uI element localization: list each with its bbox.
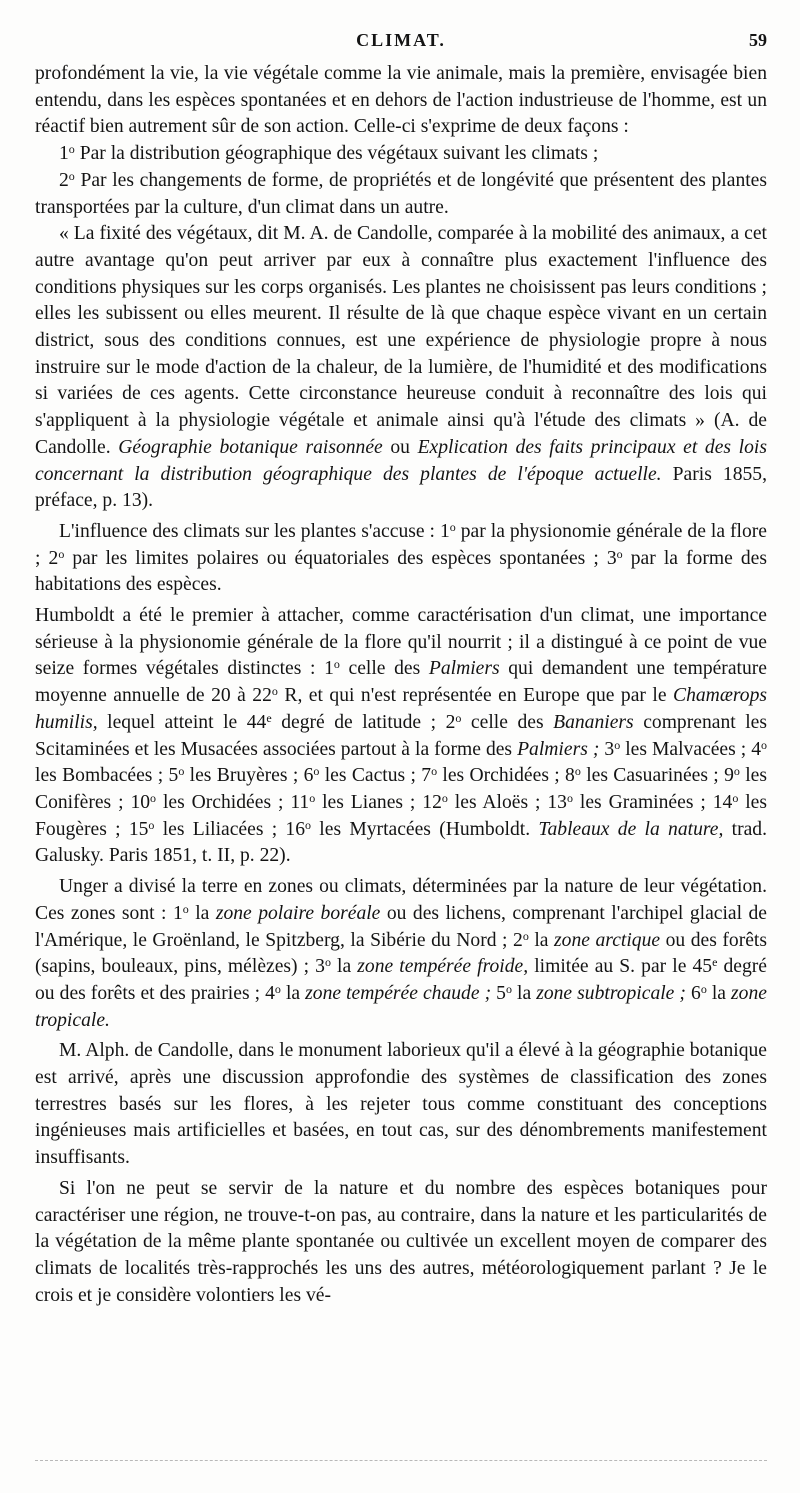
text-run: la	[330, 956, 358, 978]
text-run: ou des forêts (sapins, bouleaux, pins, mélèzes) ; 3	[35, 929, 768, 978]
text-run: R, et qui n'est représentée en Europe que par le	[277, 685, 673, 707]
text-run: celle des	[339, 658, 429, 680]
text-run: Par les changements de forme, de propriétés et de longévité que présentent des plantes transportées par la culture, d'un climat dans un autre.	[35, 169, 767, 218]
superscript: o	[305, 817, 312, 832]
paragraph	[35, 61, 767, 141]
italic-text: Géographie botanique raisonnée	[118, 436, 383, 458]
text-run: 1	[59, 143, 69, 165]
italic-text: Bananiers	[553, 711, 634, 733]
text-run: les Cactus ; 7	[319, 765, 432, 787]
superscript: o	[333, 657, 340, 672]
superscript: o	[68, 142, 75, 157]
text-run: degré de latitude ; 2	[271, 711, 456, 733]
italic-text: zone polaire boréale	[215, 902, 381, 924]
superscript: o	[68, 168, 75, 183]
text-run: lequel atteint le 44	[97, 711, 267, 733]
text-run: Humboldt a été le premier à attacher, comme caractérisation d'un climat, une importance sérieuse à la physionomie générale de la flore qu'il nourrit ; il a distingué à ce point de vue seize formes végétales distinctes : 1	[35, 605, 767, 680]
text-run: la	[706, 982, 732, 1004]
text-run: limitée au S. par le 45	[528, 956, 713, 978]
text-run: 3	[599, 738, 615, 760]
text-run: qui demandent une température moyenne annuelle de 20 à 22	[35, 658, 767, 707]
text-run: les Myrtacées (Humboldt.	[311, 818, 539, 840]
superscript: o	[150, 790, 157, 805]
text-run: 6	[685, 982, 701, 1004]
text-run: les Conifères ; 10	[35, 765, 767, 813]
superscript: o	[309, 790, 316, 805]
superscript: o	[700, 981, 707, 996]
text-run: les Liliacées ; 16	[154, 818, 306, 840]
paragraph	[35, 1038, 767, 1172]
italic-text: zone tropicale.	[35, 982, 767, 1031]
superscript: e	[712, 955, 718, 970]
text-run: ou	[382, 436, 418, 458]
paragraph	[35, 603, 767, 870]
paragraph	[35, 221, 767, 515]
text-run: celle des	[461, 711, 554, 733]
text-run: les Graminées ; 14	[572, 791, 733, 813]
text-run: Par la distribution géographique des végétaux suivant les climats ;	[74, 143, 599, 165]
paragraph	[35, 874, 767, 1034]
superscript: e	[266, 710, 272, 725]
superscript: o	[274, 981, 281, 996]
text-run: Paris 1855, préface, p. 13).	[35, 463, 767, 512]
text-run: comprenant les Scitaminées et les Musacées associées partout à la forme des	[35, 711, 767, 760]
italic-text: Palmiers ;	[517, 738, 600, 760]
text-run: 5	[491, 982, 506, 1004]
text-run: la	[511, 982, 537, 1004]
text-run: les Casuarinées ; 9	[580, 765, 734, 787]
text-run: « La fixité des végétaux, dit M. A. de Candolle, comparée à la mobilité des animaux, a cet autre avantage qu'on peut arriver par eux à connaître plus exactement l'influence des conditions physiques sur les corps organisés. Les plantes ne choisissent pas leurs conditions ; elles les subissent ou elles meurent. Il résulte de là que chaque espèce vivant en un certain district, sous des conditions connues, est une expérience de physiologie propre à nous instruire sur le mode d'action de la chaleur, de la lumière, de l'humidité et des modifications si variées de ces agents. Cette circonstance heureuse conduit à reconnaître des lois qui s'appliquent à la physiologie végétale et animale ainsi qu'à l'étude des climats » (A. de Candolle.	[35, 223, 767, 458]
text-run: les Bruyères ; 6	[184, 765, 314, 787]
paragraph	[35, 168, 767, 221]
superscript: o	[324, 955, 331, 970]
superscript: o	[271, 684, 278, 699]
text-run: L'influence des climats sur les plantes s'accuse : 1	[59, 520, 450, 542]
text-run: les Fougères ; 15	[35, 791, 767, 840]
superscript: o	[614, 737, 621, 752]
text-run: les Malvacées ; 4	[620, 738, 761, 760]
text-run: par la physionomie générale de la flore ; 2	[35, 520, 767, 569]
superscript: o	[58, 546, 65, 561]
italic-text: Explication des faits principaux et des lois concernant la distribution géographique des plantes de l'époque actuelle.	[35, 436, 767, 485]
italic-text: zone tempérée froide,	[357, 956, 529, 978]
text-run: la	[280, 982, 306, 1004]
text-run: profondément la vie, la vie végétale comme la vie animale, mais la première, envisagée bien entendu, dans les espèces spontanées et en dehors de l'action industrieuse de l'homme, est un réactif bien autrement sûr de son action. Celle-ci s'exprime de deux façons :	[35, 63, 767, 138]
text-run: les Orchidées ; 8	[437, 765, 575, 787]
superscript: o	[178, 764, 185, 779]
text-run: par la forme des habitations des espèces.	[35, 547, 767, 596]
paragraph	[35, 519, 767, 599]
superscript: o	[431, 764, 438, 779]
italic-text: zone arctique	[554, 929, 661, 951]
text-run: les Aloës ; 13	[447, 791, 567, 813]
text-run: Unger a divisé la terre en zones ou climats, déterminées par la nature de leur végétation. Ces zones sont : 1	[35, 876, 767, 924]
superscript: o	[455, 710, 462, 725]
text-run: les Bombacées ; 5	[35, 765, 179, 787]
italic-text: zone subtropicale ;	[536, 982, 686, 1004]
superscript: o	[761, 737, 767, 752]
running-title: CLIMAT.	[356, 30, 446, 50]
superscript: o	[732, 790, 739, 805]
text-run: par les limites polaires ou équatoriales des espèces spontanées ; 3	[64, 547, 617, 569]
italic-text: Chamærops humilis,	[35, 685, 767, 733]
text-run: la	[188, 902, 216, 924]
superscript: o	[566, 790, 573, 805]
text-run: Si l'on ne peut se servir de la nature et du nombre des espèces botaniques pour caractériser une région, ne trouve-t-on pas, au contraire, dans la nature et les particularités de la végétation de la même plante spontanée ou cultivée un excellent moyen de comparer des climats de localités très-rapprochés les uns des autres, météorologiquement parlant ? Je le crois et je considère volontiers les vé-	[35, 1177, 767, 1306]
text-run: M. Alph. de Candolle, dans le monument laborieux qu'il a élevé à la géographie botanique est arrivé, après une discussion approfondie des systèmes de classification des zones terrestres basés sur les flores, à les rejeter tous comme constituant des conceptions ingénieuses mais artificielles et basées, en tout cas, sur des dénombrements manifestement insuffisants.	[35, 1040, 767, 1169]
paragraph	[35, 1176, 767, 1310]
paragraph	[35, 141, 767, 168]
running-head	[35, 30, 767, 56]
body-text	[35, 61, 767, 1309]
text-run: degré ou des forêts et des prairies ; 4	[35, 956, 767, 1004]
text-run: 2	[59, 169, 69, 191]
superscript: o	[505, 981, 512, 996]
superscript: o	[574, 764, 581, 779]
italic-text: Palmiers	[428, 658, 500, 680]
superscript: o	[441, 790, 448, 805]
superscript: o	[449, 519, 456, 534]
text-run: ou des lichens, comprenant l'archipel glacial de l'Amérique, le Groënland, le Spitzberg, la Sibérie du Nord ; 2	[35, 902, 767, 951]
text-run: les Lianes ; 12	[315, 791, 442, 813]
superscript: o	[733, 764, 740, 779]
footer-rule	[35, 1460, 767, 1461]
superscript: o	[616, 546, 623, 561]
text-run: les Orchidées ; 11	[156, 791, 310, 813]
italic-text: zone tempérée chaude ;	[305, 982, 492, 1004]
page-number: 59	[749, 30, 767, 50]
italic-text: Tableaux de la nature,	[538, 818, 724, 840]
text-run: trad. Galusky. Paris 1851, t. II, p. 22).	[35, 818, 768, 867]
superscript: o	[148, 817, 155, 832]
superscript: o	[522, 928, 529, 943]
superscript: o	[182, 901, 189, 916]
text-run: la	[528, 929, 555, 951]
superscript: o	[313, 764, 320, 779]
